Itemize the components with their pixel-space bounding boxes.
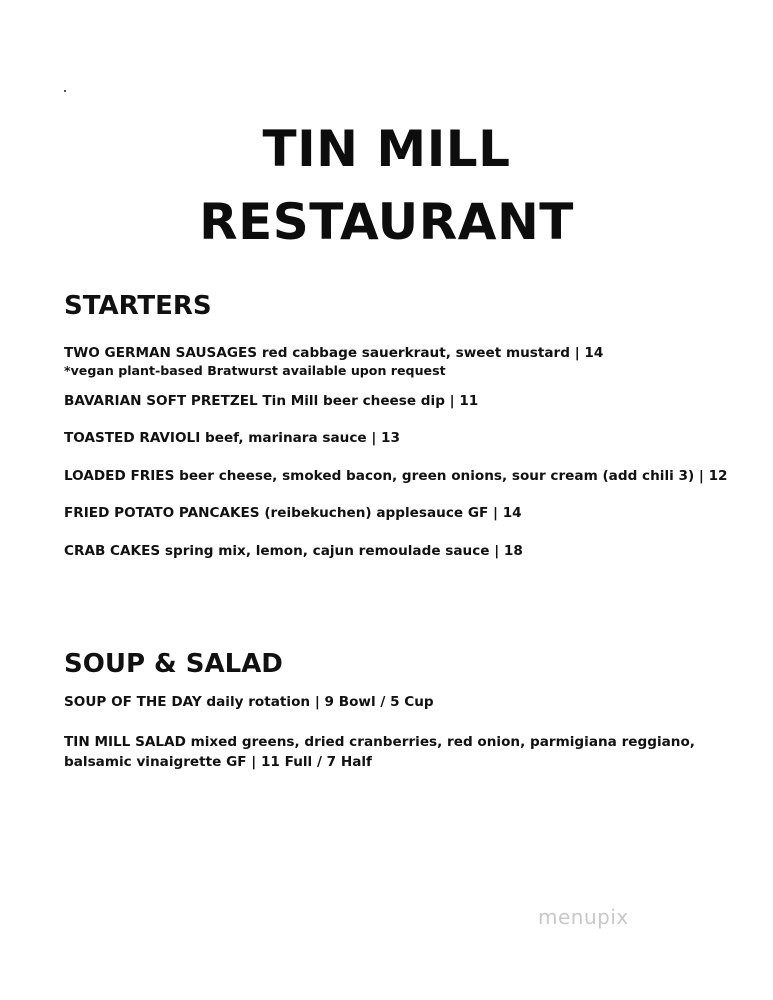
restaurant-title-line2: RESTAURANT (199, 193, 574, 251)
menu-item: BAVARIAN SOFT PRETZEL Tin Mill beer cheese dip | 11 (64, 393, 479, 409)
menu-item: LOADED FRIES beer cheese, smoked bacon, green onions, sour cream (add chili 3) | 12 (64, 468, 728, 484)
menu-item: CRAB CAKES spring mix, lemon, cajun remoulade sauce | 18 (64, 543, 523, 559)
stray-dot (64, 90, 66, 92)
menu-item-note: *vegan plant-based Bratwurst available upon request (64, 363, 446, 379)
restaurant-title-line1: TIN MILL (262, 120, 511, 178)
menu-item (64, 345, 754, 378)
menu-item: FRIED POTATO PANCAKES (reibekuchen) applesauce GF | 14 (64, 505, 522, 521)
section-heading-soup-salad: SOUP & SALAD (64, 649, 283, 679)
menupix-watermark: menupix (538, 905, 629, 929)
menu-item: SOUP OF THE DAY daily rotation | 9 Bowl / 5 Cup (64, 694, 434, 710)
section-heading-starters: STARTERS (64, 291, 212, 321)
menu-item: TIN MILL SALAD mixed greens, dried cranberries, red onion, parmigiana reggiano, balsamic vinaigrette GF | 11 Full / 7 Half (64, 734, 695, 771)
menu-item-text: TWO GERMAN SAUSAGES red cabbage sauerkraut, sweet mustard | 14 (64, 345, 604, 361)
menu-item: TOASTED RAVIOLI beef, marinara sauce | 13 (64, 430, 400, 446)
